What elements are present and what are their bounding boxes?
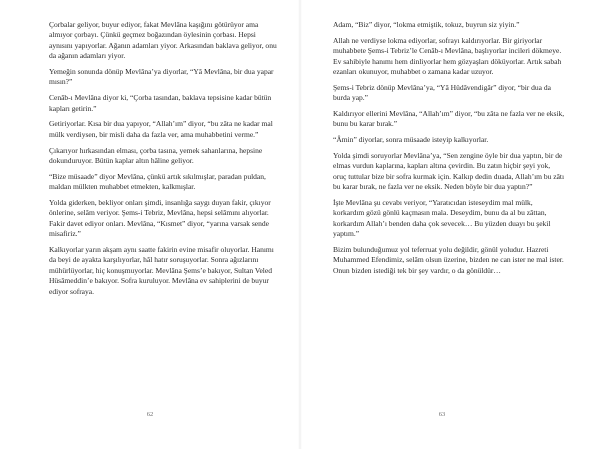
paragraph: Yolda giderken, bekliyor onları şimdi, insanlığa saygı duyan fakir, çıkıyor önlerine, selâm veriyor. Şems-i Tebriz, Mevlâna, hepsi selâmını alıyorlar. Fakir davet ediyor onları. Mevlâna, “Kısmet” diyor, “yarına varsak sende misafiriz.”: [49, 198, 271, 239]
paragraph: “Âmin” diyorlar, sonra müsaade isteyip kalkıyorlar.: [333, 135, 489, 145]
paragraph: Cenâb-ı Mevlâna diyor ki, “Çorba tasından, baklava tepsisine kadar bütün kapları getirin.”: [49, 93, 272, 113]
left-page-text: [49, 20, 281, 302]
right-page: [300, 0, 600, 449]
paragraph: Yolda şimdi soruyorlar Mevlâna’ya, “Sen zengine öyle bir dua yaptın, bir de elmas vurdun kaplarına, kapları altına çevirdin. Bu zatın hiçbir şeyi yok, oruç tuttular bize bir sofra kurmak için. Kalkıp dedin duada, Allah’ım bu zâtı bu karar bırak, ne fazla ver ne eksik. Neden böyle bir dua yaptın?”: [333, 151, 565, 192]
paragraph: Kaldırıyor ellerini Mevlâna, “Allah’ım” diyor, “bu zâta ne fazla ver ne eksik, bunu bu karar bırak.”: [333, 109, 565, 129]
page-number-right: 63: [438, 411, 446, 418]
paragraph: Çorbalar geliyor, buyur ediyor, fakat Mevlâna kaşığını götürüyor ama almıyor çorbayı. Çünkü geçmez boğazından öylesinin çorbası. Hepsi aynısını yapıyorlar. Ağanın adamları yiyor. Arkasından baklava geliyor, onu da ağanın adamları yiyor.: [49, 20, 277, 61]
paragraph: Şems-i Tebriz dönüp Mevlâna’ya, “Yâ Hüdâvendigâr” diyor, “bir dua da burda yap.”: [333, 82, 551, 103]
paragraph: Çıkarıyor hırkasından elması, çorba tasına, yemek sahanlarına, hepsine dokunduruyor. Bütün kaplar altın hâline geliyor.: [49, 145, 263, 166]
paragraph: Allah ne verdiyse lokma ediyorlar, sofrayı kaldırıyorlar. Bir giriyorlar muhabbete Şems-i Tebriz’le Cenâb-ı Mevlâna, başlıyorlar incileri dökmeye. Ev sahibiyle hanımı hem dinliyorlar hem gözyaşları döküyorlar. Artık sabah ezanları okunuyor, muhabbet o zamana kadar uzuyor.: [333, 35, 562, 77]
paragraph: “Bize müsaade” diyor Mevlâna, çünkü artık sıkılmışlar, paradan puldan, maldan mülkten muhabbet etmekten, kalkmışlar.: [49, 171, 266, 192]
paragraph: Bizim bulunduğumuz yol teferruat yolu değildir, gönül yoludur. Hazreti Muhammed Efendimiz, selâm olsun üzerine, bizden ne can ister ne mal ister. Onun bizden istediği tek bir şey vardır, o da gönüldür…: [333, 245, 564, 275]
paragraph: İşte Mevlâna şu cevabı veriyor, “Yaratıcıdan isteseydim mal mülk, korkardım gözü gönlü kaçmasın mala. Deseydim, bunu da al bu zâttan, korkardım Allah’ı benden daha çok sevecek… Bu yüzden duayı bu şekil yaptım.”: [333, 198, 551, 239]
paragraph: Adam, “Biz” diyor, “lokma etmiştik, tokuz, buyrun siz yiyin.”: [333, 20, 520, 29]
right-page-text: [333, 20, 565, 282]
paragraph: Getiriyorlar. Kısa bir dua yapıyor, “Allah’ım” diyor, “bu zâta ne kadar mal mülk verdiysen, bir misli daha da fazla ver, ama muhabbetini verme.”: [49, 119, 273, 139]
paragraph: Yemeğin sonunda dönüp Mevlâna’ya diyorlar, “Yâ Mevlâna, bir dua yapar mısın?”: [49, 67, 274, 87]
paragraph: Kalkıyorlar yarın akşam aynı saatte fakirin evine misafir oluyorlar. Hanımı da beyi de ayakta karşılıyorlar, hâl hatır soruşuyorlar. Sonra ağızlarını mühürlüyorlar, hiç konuşmuyorlar. Mevlâna Şems’e bakıyor, Sultan Veled Hüsâmeddin’e bakıyor. Sofra kuruluyor. Mevlâna ev sahiplerini de buyur ediyor sofraya.: [49, 245, 274, 296]
page-number-left: 62: [146, 411, 154, 418]
